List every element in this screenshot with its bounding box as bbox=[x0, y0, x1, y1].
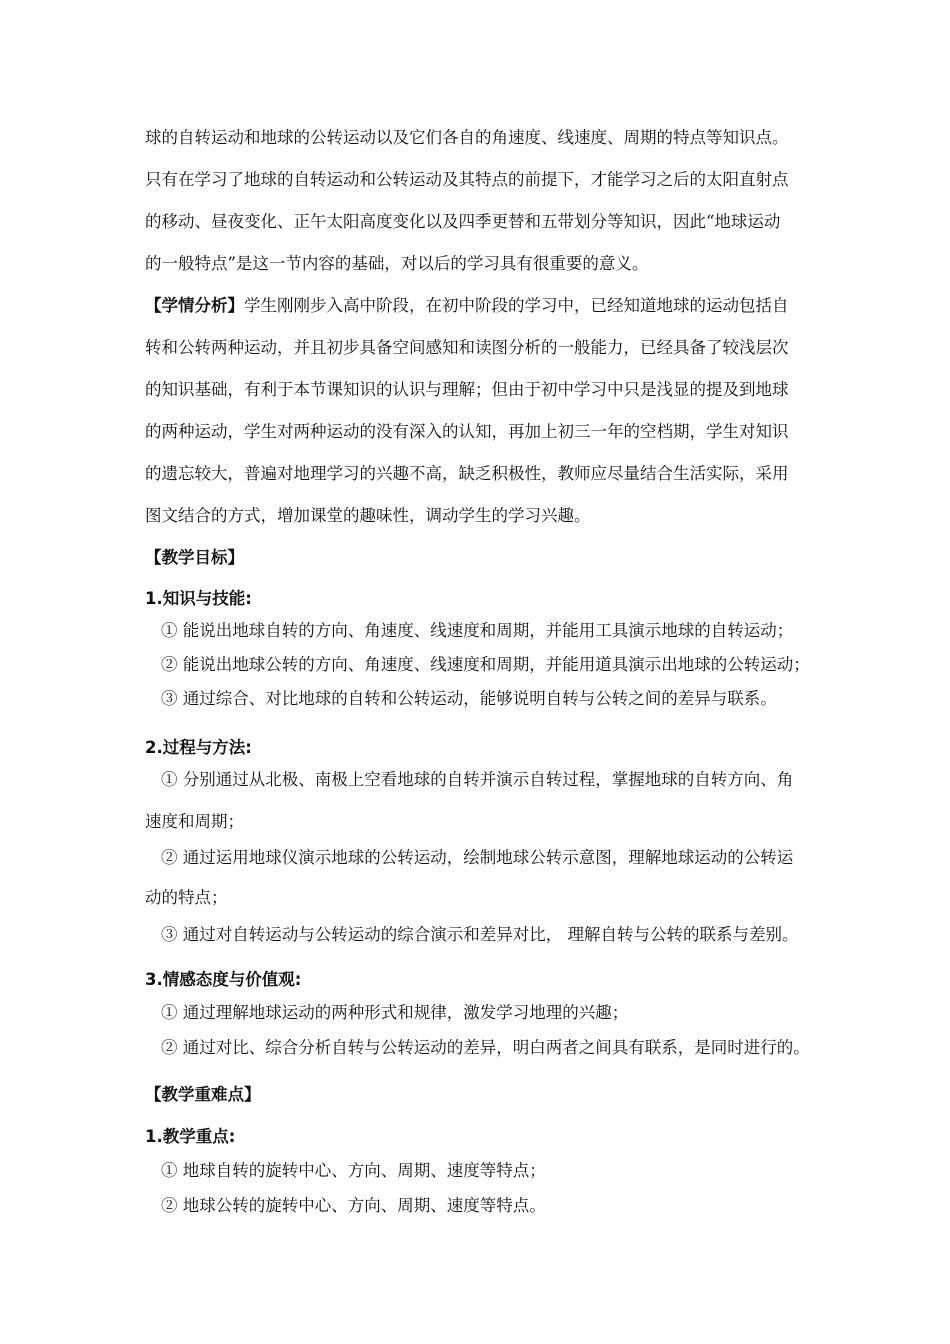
goals-s2-item-3: ③ 通过对自转运动与公转运动的综合演示和差异对比， 理解自转与公转的联系与差别。 bbox=[161, 925, 799, 944]
analysis-paragraph-line-1 bbox=[145, 296, 789, 316]
keypoints-heading: 【教学重难点】 bbox=[145, 1085, 261, 1104]
intro-line-4: 的一般特点”是这一节内容的基础，对以后的学习具有很重要的意义。 bbox=[145, 254, 649, 273]
goals-s2-item-2a: ② 通过运用地球仪演示地球的公转运动，绘制地球公转示意图，理解地球运动的公转运 bbox=[161, 848, 794, 867]
analysis-line-5: 的遗忘较大，普遍对地理学习的兴趣不高，缺乏积极性，教师应尽量结合生活实际，采用 bbox=[145, 464, 789, 483]
goals-s1-item-1: ① 能说出地球自转的方向、角速度、线速度和周期，并能用工具演示地球的自转运动； bbox=[161, 621, 794, 640]
goals-s3-item-1: ① 通过理解地球运动的两种形式和规律，激发学习地理的兴趣； bbox=[161, 1003, 629, 1022]
intro-line-1: 球的自转运动和地球的公转运动以及它们各自的角速度、线速度、周期的特点等知识点。 bbox=[145, 128, 789, 147]
goals-heading: 【教学目标】 bbox=[145, 548, 244, 567]
keypoints-s1-title: 1.教学重点: bbox=[145, 1127, 236, 1146]
analysis-text-1: 学生刚刚步入高中阶段，在初中阶段的学习中，已经知道地球的运动包括自 bbox=[244, 296, 789, 315]
analysis-line-2: 转和公转两种运动，并且初步具备空间感知和读图分析的一般能力，已经具备了较浅层次 bbox=[145, 338, 789, 357]
goals-s1-item-3: ③ 通过综合、对比地球的自转和公转运动，能够说明自转与公转之间的差异与联系。 bbox=[161, 689, 777, 708]
goals-s2-item-1b: 速度和周期； bbox=[145, 812, 244, 831]
goals-s3-item-2: ② 通过对比、综合分析自转与公转运动的差异，明白两者之间具有联系，是同时进行的。 bbox=[161, 1038, 810, 1057]
analysis-line-4: 的两种运动，学生对两种运动的没有深入的认知，再加上初三一年的空档期，学生对知识 bbox=[145, 422, 789, 441]
goals-s1-item-2: ② 能说出地球公转的方向、角速度、线速度和周期，并能用道具演示出地球的公转运动； bbox=[161, 655, 810, 674]
goals-s2-item-2b: 动的特点； bbox=[145, 888, 228, 907]
goals-s3-title: 3.情感态度与价值观: bbox=[145, 970, 302, 989]
intro-line-3: 的移动、昼夜变化、正午太阳高度变化以及四季更替和五带划分等知识，因此“地球运动 bbox=[145, 212, 781, 231]
analysis-line-6: 图文结合的方式，增加课堂的趣味性，调动学生的学习兴趣。 bbox=[145, 506, 591, 525]
analysis-heading: 【学情分析】 bbox=[145, 296, 244, 315]
keypoints-s1-item-1: ① 地球自转的旋转中心、方向、周期、速度等特点； bbox=[161, 1161, 546, 1180]
intro-line-2: 只有在学习了地球的自转运动和公转运动及其特点的前提下，才能学习之后的太阳直射点 bbox=[145, 170, 789, 189]
analysis-line-3: 的知识基础，有利于本节课知识的认识与理解；但由于初中学习中只是浅显的提及到地球 bbox=[145, 380, 789, 399]
goals-s2-item-1a: ① 分别通过从北极、南极上空看地球的自转并演示自转过程，掌握地球的自转方向、角 bbox=[161, 770, 794, 789]
keypoints-s1-item-2: ② 地球公转的旋转中心、方向、周期、速度等特点。 bbox=[161, 1196, 546, 1215]
goals-s2-title: 2.过程与方法: bbox=[145, 738, 252, 757]
goals-s1-title: 1.知识与技能: bbox=[145, 589, 252, 608]
